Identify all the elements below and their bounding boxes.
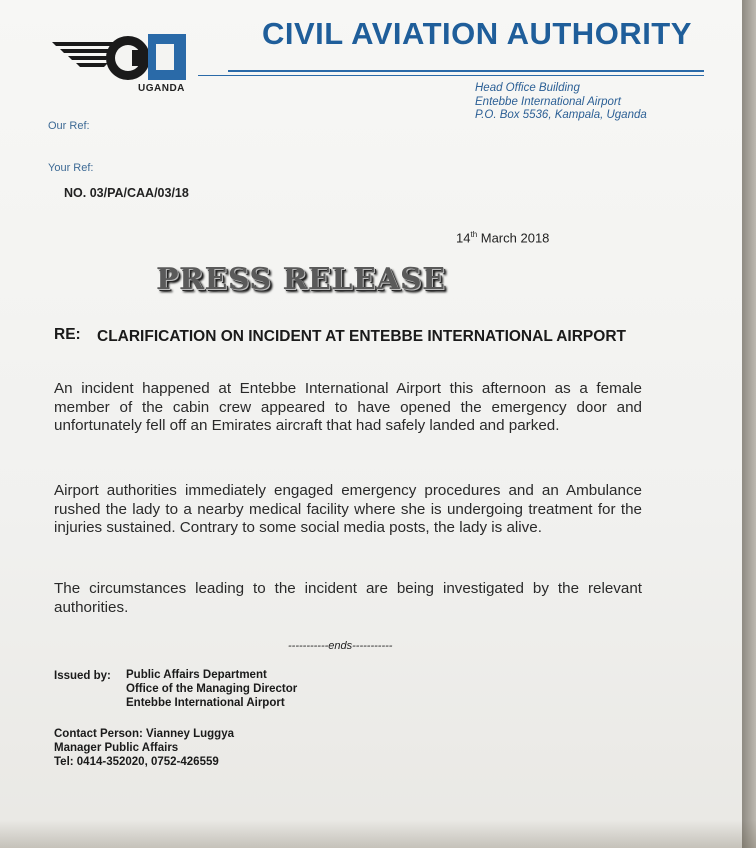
date-day: 14 xyxy=(456,230,471,246)
issued-by-label: Issued by: xyxy=(54,670,111,682)
our-ref-label: Our Ref: xyxy=(48,120,90,132)
logo-wing xyxy=(52,42,114,67)
date-rest: March 2018 xyxy=(477,230,550,246)
country-label: UGANDA xyxy=(138,83,185,94)
contact-role: Manager Public Affairs xyxy=(54,742,179,754)
address-line: P.O. Box 5536, Kampala, Uganda xyxy=(475,109,647,121)
desk-edge xyxy=(742,0,756,848)
contact-person: Contact Person: Vianney Luggya xyxy=(54,728,234,740)
subject-line: CLARIFICATION ON INCIDENT AT ENTEBBE INTERNATIONAL AIRPORT xyxy=(97,328,626,345)
office-address xyxy=(475,82,647,123)
contact-phone: Tel: 0414-352020, 0752-426559 xyxy=(54,756,219,768)
reference-number: NO. 03/PA/CAA/03/18 xyxy=(64,186,189,200)
header-rule xyxy=(228,70,704,72)
issuer-line: Entebbe International Airport xyxy=(126,697,285,709)
release-date xyxy=(456,230,549,245)
address-line: Entebbe International Airport xyxy=(475,95,621,108)
body-paragraph: An incident happened at Entebbe International Airport this afternoon as a female member of the cabin crew appeared to have opened the emergency door and unfortunately fell off an Emirates aircraft that had safely landed and parked. xyxy=(54,380,642,434)
organization-title: CIVIL AVIATION AUTHORITY xyxy=(262,16,692,51)
page-shadow xyxy=(0,820,756,848)
date-ordinal: th xyxy=(470,230,478,239)
your-ref-label: Your Ref: xyxy=(48,162,94,174)
issuer-line: Office of the Managing Director xyxy=(126,683,298,695)
address-line: Head Office Building xyxy=(475,82,580,94)
ends-marker: -----------ends----------- xyxy=(288,640,393,652)
press-release-heading: PRESS RELEASE xyxy=(156,262,446,297)
caa-logo xyxy=(52,30,188,84)
re-prefix: RE: xyxy=(54,326,81,343)
issuer-block xyxy=(126,668,297,710)
body-paragraph: The circumstances leading to the incident are being investigated by the relevant authorities. xyxy=(54,580,642,616)
issuer-line: Public Affairs Department xyxy=(126,669,267,681)
body-paragraph: Airport authorities immediately engaged emergency procedures and an Ambulance rushed the lady to a nearby medical facility where she is undergoing treatment for the injuries sustained. Contrary to some social media posts, the lady is alive. xyxy=(54,482,642,536)
header-rule-thin xyxy=(198,75,704,76)
contact-block xyxy=(54,727,234,769)
